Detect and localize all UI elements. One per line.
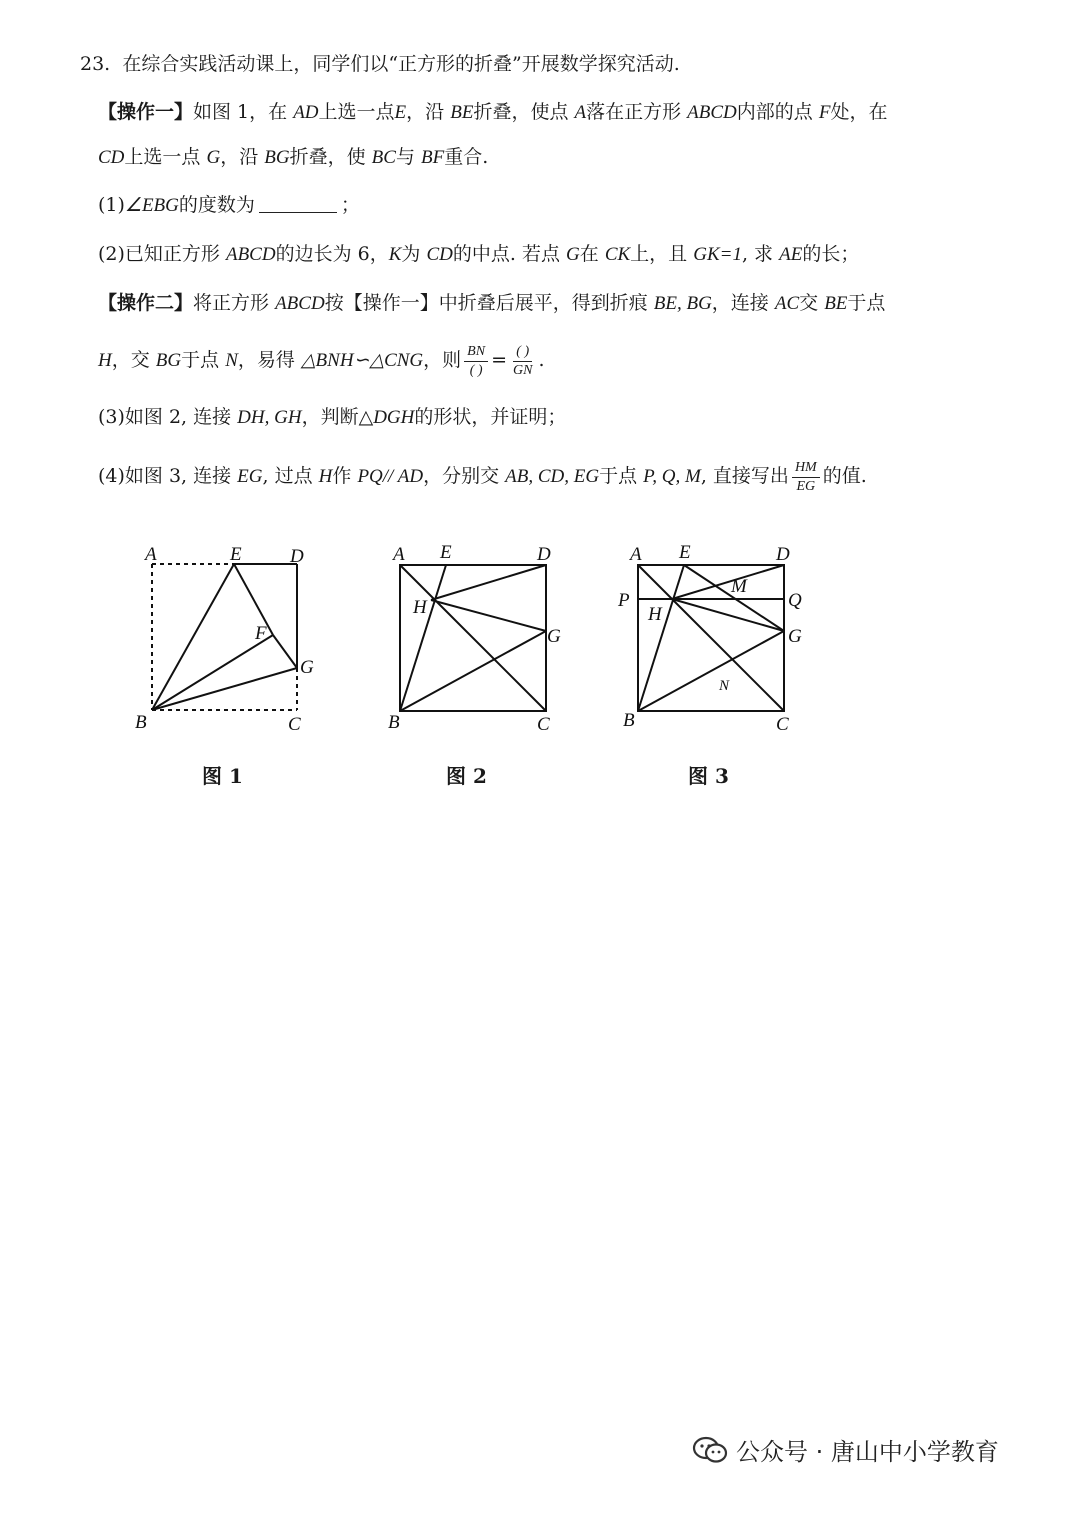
question-2 <box>98 242 859 267</box>
math-var: F <box>818 102 831 123</box>
text: , 过点 <box>262 465 313 487</box>
text: 的度数为 <box>178 194 255 216</box>
segment-FG <box>273 635 297 668</box>
text: ，分别交 <box>423 465 500 487</box>
math-var: BE <box>450 102 474 123</box>
math-var: BE, BG <box>653 293 712 314</box>
label-N: N <box>719 678 730 694</box>
figure-2-diagram <box>383 540 583 740</box>
text: = <box>491 349 507 371</box>
label-D: D <box>537 544 551 565</box>
text: , 直接写出 <box>700 465 789 487</box>
operation-two-tag: 【操作二】 <box>98 292 194 314</box>
label-E: E <box>440 542 452 563</box>
label-H: H <box>413 597 427 618</box>
text: 在 <box>579 243 599 265</box>
math-var: EG <box>237 466 263 487</box>
fraction-numerator: ( ) <box>513 343 532 362</box>
math-var: PQ// AD <box>357 466 424 487</box>
math-var: G <box>566 244 580 265</box>
segment-BE <box>152 564 234 710</box>
figure-3-diagram <box>618 540 818 740</box>
text: ，交 <box>111 349 150 371</box>
label-H: H <box>648 604 662 625</box>
text: ，沿 <box>220 146 259 168</box>
question-1 <box>98 193 360 218</box>
text: 作 <box>332 465 352 487</box>
problem-intro: 在综合实践活动课上，同学们以“正方形的折叠”开展数学探究活动. <box>122 53 680 75</box>
text: 与 <box>395 146 415 168</box>
question-4 <box>98 456 867 497</box>
text: 上选一点 <box>318 101 395 123</box>
operation-two-line-2 <box>98 340 544 381</box>
text: ，连接 <box>711 292 769 314</box>
problem-intro-line <box>80 52 680 76</box>
operation-one-tag: 【操作一】 <box>98 101 194 123</box>
math-var: CD <box>426 244 453 265</box>
text: ，判断△ <box>301 406 374 428</box>
math-var: A <box>574 102 587 123</box>
label-M: M <box>731 576 747 597</box>
text: 于点 <box>847 292 886 314</box>
math-var: BC <box>371 147 396 168</box>
text: 如图 1，在 <box>193 101 288 123</box>
math-var: E <box>394 102 407 123</box>
figure-3 <box>618 540 818 788</box>
label-P: P <box>618 590 630 611</box>
text: 于点 <box>181 349 220 371</box>
label-A: A <box>145 544 157 565</box>
footer-text: 公众号 · 唐山中小学教育 <box>736 1438 999 1466</box>
label-Q: Q <box>788 590 802 611</box>
text: (4)如图 3, 连接 <box>98 465 232 487</box>
operation-two-line-1 <box>98 291 885 316</box>
math-var: ABCD <box>225 244 276 265</box>
figure-3-caption: 图 3 <box>688 764 729 788</box>
figure-2-caption: 图 2 <box>446 764 487 788</box>
fraction-denominator: GN <box>512 362 533 378</box>
label-E: E <box>230 544 242 565</box>
text: 上选一点 <box>124 146 201 168</box>
label-C: C <box>288 714 301 735</box>
text: 折叠，使点 <box>473 101 569 123</box>
segment-EF <box>234 564 273 635</box>
text: 于点 <box>599 465 638 487</box>
math-var: ABCD <box>275 293 325 314</box>
text: 的边长为 6， <box>275 243 389 265</box>
text: 内部的点 <box>736 101 813 123</box>
label-G: G <box>788 626 802 647</box>
text: 按【操作一】中折叠后展平，得到折痕 <box>324 292 648 314</box>
math-var: △BNH∽△CNG <box>300 350 424 371</box>
math-var: BF <box>421 147 445 168</box>
text: 的长； <box>802 243 860 265</box>
label-C: C <box>776 714 789 735</box>
math-var: N <box>225 350 238 371</box>
text: (1) <box>98 194 125 216</box>
figure-2 <box>383 540 583 788</box>
math-var: BE <box>824 293 848 314</box>
math-var: CD <box>98 147 125 168</box>
math-var: DGH <box>373 407 415 428</box>
math-var: G <box>206 147 221 168</box>
label-G: G <box>300 657 314 678</box>
label-D: D <box>776 544 790 565</box>
math-var: AD <box>293 102 319 123</box>
text: 落在正方形 <box>586 101 682 123</box>
label-B: B <box>135 712 147 733</box>
problem-number: 23. <box>80 53 111 75</box>
segment-HD <box>431 565 546 600</box>
label-A: A <box>393 544 405 565</box>
math-var: H <box>318 466 333 487</box>
math-var: CK <box>604 244 631 265</box>
text: . <box>538 349 545 371</box>
text: 上，且 <box>630 243 688 265</box>
label-G: G <box>547 626 561 647</box>
segment-BG <box>152 668 297 710</box>
math-var: ∠EBG <box>124 195 179 216</box>
fraction-hm-eg <box>792 459 820 496</box>
text: 的形状，并证明； <box>414 406 567 428</box>
label-E: E <box>679 542 691 563</box>
figure-1-diagram <box>130 540 330 740</box>
math-var: AB, CD, EG <box>505 466 600 487</box>
text: ，沿 <box>406 101 445 123</box>
text: 折叠，使 <box>289 146 366 168</box>
text: 交 <box>799 292 819 314</box>
label-A: A <box>630 544 642 565</box>
wechat-icon <box>692 1436 728 1464</box>
operation-one-line-1 <box>98 100 887 125</box>
footer-watermark <box>692 1432 999 1467</box>
segment-HG <box>431 600 546 631</box>
fraction-numerator: HM <box>792 459 820 478</box>
math-var: H <box>98 350 112 371</box>
math-var: AC <box>774 293 800 314</box>
label-B: B <box>623 710 635 731</box>
fraction-gn <box>510 343 535 380</box>
label-B: B <box>388 712 400 733</box>
fraction-denominator: ( ) <box>469 362 483 378</box>
math-var: P, Q, M <box>643 466 701 487</box>
math-var: GK=1 <box>693 244 742 265</box>
text: 处，在 <box>830 101 888 123</box>
fraction-bn <box>464 343 488 380</box>
question-3 <box>98 405 566 430</box>
fraction-denominator: EG <box>796 478 816 494</box>
label-F: F <box>255 623 267 644</box>
math-var: AE <box>779 244 803 265</box>
math-var: DH, GH <box>237 407 302 428</box>
text: (3)如图 2, 连接 <box>98 406 232 428</box>
text: 为 <box>401 243 421 265</box>
math-var: BG <box>155 350 182 371</box>
text: ，易得 <box>237 349 295 371</box>
text: , 求 <box>741 243 774 265</box>
math-var: ABCD <box>687 102 737 123</box>
text: (2)已知正方形 <box>98 243 220 265</box>
math-var: K <box>388 244 402 265</box>
text: ； <box>340 194 360 216</box>
fraction-numerator: BN <box>464 343 488 362</box>
operation-one-line-2 <box>98 145 488 170</box>
segment-BF <box>152 635 273 710</box>
answer-blank <box>259 194 337 213</box>
label-C: C <box>537 714 550 735</box>
math-var: BG <box>264 147 290 168</box>
text: 的值. <box>822 465 867 487</box>
text: 重合. <box>444 146 489 168</box>
text: ，则 <box>423 349 462 371</box>
text: 将正方形 <box>193 292 270 314</box>
label-D: D <box>290 546 304 567</box>
figure-1-caption: 图 1 <box>202 764 243 788</box>
text: 的中点. 若点 <box>452 243 560 265</box>
figure-1 <box>130 540 330 788</box>
